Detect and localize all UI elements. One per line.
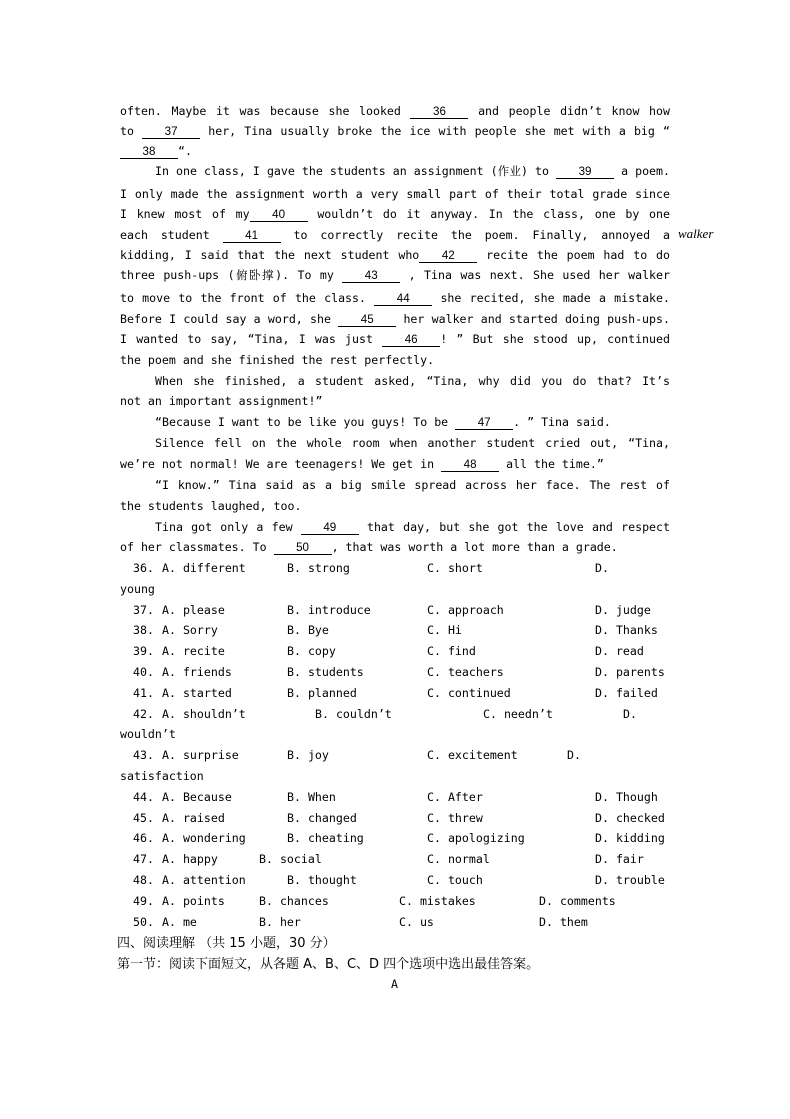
option-a: A. started <box>162 685 232 700</box>
overlay-word: walker <box>678 226 714 241</box>
passage-text: we’re not normal! We are teenagers! We get in <box>120 457 442 471</box>
option-num: 38. <box>133 623 154 638</box>
passage-text: a poem. <box>614 164 671 178</box>
option-num: 36. <box>133 561 154 575</box>
passage-text: In one class, I gave the students an assignment (作业) to <box>155 164 557 178</box>
passage-text: that day, but she got the love and respect <box>358 520 670 534</box>
option-b: B. thought <box>287 873 357 887</box>
passage-text: often. Maybe it was because she looked <box>120 104 411 118</box>
option-c: C. short <box>427 561 483 575</box>
option-c: C. approach <box>427 602 504 617</box>
passage-text: three push-ups (俯卧撑). To my <box>120 268 343 282</box>
option-d: D. <box>623 706 637 721</box>
passage-text: each student <box>120 228 223 242</box>
option-c: C. needn’t <box>483 706 553 721</box>
option-b: B. joy <box>287 748 329 763</box>
passage-text: “. <box>178 144 192 158</box>
passage-text: to correctly recite the poem. Finally, annoyed a <box>280 228 670 242</box>
option-b: B. strong <box>287 561 350 575</box>
passage-line <box>120 540 670 555</box>
option-d: D. <box>595 561 609 575</box>
option-a: A. raised <box>162 810 225 825</box>
option-a: A. shouldn’t <box>162 706 246 721</box>
passage-line <box>155 164 670 179</box>
option-d: D. <box>567 748 581 763</box>
option-d: D. comments <box>539 893 616 908</box>
option-a: A. friends <box>162 665 232 679</box>
passage-line <box>120 499 670 513</box>
option-c: C. After <box>427 789 483 804</box>
option-d: D. failed <box>595 685 658 700</box>
option-b: B. her <box>259 914 301 929</box>
option-b: B. changed <box>287 810 357 825</box>
option-d: D. fair <box>595 852 644 867</box>
passage-text: When she finished, a student asked, “Tina, why did you do that? It’s <box>155 374 670 388</box>
option-d: D. kidding <box>595 831 665 846</box>
answer-blank: 38 <box>120 145 178 159</box>
passage-line <box>120 187 670 201</box>
option-a: A. Sorry <box>162 623 218 638</box>
passage-line <box>120 207 670 222</box>
passage-line <box>120 353 670 367</box>
answer-blank: 48 <box>441 458 499 472</box>
passage-line <box>120 268 670 283</box>
passage-text: . ” Tina said. <box>513 415 611 429</box>
passage-text: her, Tina usually broke the ice with people she met with a big “ <box>200 124 670 138</box>
passage-text: wouldn’t do it anyway. In the class, one by one <box>307 207 670 221</box>
option-b: B. students <box>287 665 364 679</box>
answer-blank: 41 <box>223 229 281 243</box>
answer-blank: 49 <box>301 521 359 535</box>
option-a: A. different <box>162 561 246 575</box>
passage-text: to <box>120 124 143 138</box>
passage-text: kidding, I said that the next student who <box>120 248 420 262</box>
passage-text: I wanted to say, “Tina, I was just <box>120 332 383 346</box>
option-b: B. social <box>259 852 322 867</box>
option-c: C. teachers <box>427 665 504 679</box>
option-num: 42. <box>133 706 154 721</box>
answer-blank: 46 <box>382 333 440 347</box>
passage-text: “I know.” Tina said as a big smile spread across her face. The rest of <box>155 478 670 492</box>
option-a: A. attention <box>162 873 246 887</box>
passage-text: she recited, she made a mistake. <box>432 291 670 305</box>
passage-text: , that was worth a lot more than a grade. <box>331 540 618 554</box>
passage-line <box>120 394 670 408</box>
passage-text: I knew most of my <box>120 207 250 221</box>
option-c: C. apologizing <box>427 831 525 846</box>
section-heading: 四、阅读理解 （共 15 小题，30 分） <box>117 936 336 951</box>
passage-text: of her classmates. To <box>120 540 274 554</box>
passage-line <box>155 520 670 535</box>
option-b: B. Bye <box>287 623 329 638</box>
option-d: D. parents <box>595 665 665 679</box>
option-b: B. cheating <box>287 831 364 846</box>
passage-text: Before I could say a word, she <box>120 312 339 326</box>
passage-line <box>120 248 670 263</box>
answer-blank: 44 <box>374 292 432 306</box>
option-d: D. Thanks <box>595 623 658 638</box>
answer-blank: 43 <box>342 269 400 283</box>
option-b: B. introduce <box>287 602 371 617</box>
passage-text: all the time.” <box>499 457 604 471</box>
passage-text: the poem and she finished the rest perfectly. <box>120 353 435 367</box>
option-num: 45. <box>133 810 154 825</box>
option-num: 44. <box>133 789 154 804</box>
passage-line <box>155 478 670 492</box>
passage-text: her walker and started doing push-ups. <box>396 312 670 326</box>
passage-line <box>155 374 670 388</box>
option-c: C. excitement <box>427 748 518 763</box>
answer-blank: 47 <box>455 416 513 430</box>
option-c: C. continued <box>427 685 511 700</box>
option-d-wrap: young <box>120 581 155 596</box>
option-d: D. trouble <box>595 873 665 887</box>
passage-line <box>120 104 670 119</box>
passage-line <box>120 124 670 139</box>
option-a: A. points <box>162 893 225 908</box>
option-c: C. touch <box>427 873 483 887</box>
option-c: C. Hi <box>427 623 462 638</box>
option-d: D. read <box>595 644 644 659</box>
option-a: A. Because <box>162 789 232 804</box>
passage-text: to move to the front of the class. <box>120 291 375 305</box>
section-instruction: 第一节：阅读下面短文，从各题 A、B、C、D 四个选项中选出最佳答案。 <box>117 957 540 972</box>
passage-line <box>120 291 670 306</box>
option-num: 40. <box>133 665 154 679</box>
option-c: C. mistakes <box>399 893 476 908</box>
option-num: 50. <box>133 914 154 929</box>
passage-text: ! ” But she stood up, continued <box>440 332 670 346</box>
passage-text: I only made the assignment worth a very small part of their total grade since <box>120 187 670 201</box>
option-c: C. normal <box>427 852 490 867</box>
option-b: B. copy <box>287 644 336 659</box>
option-d: D. judge <box>595 602 651 617</box>
option-a: A. happy <box>162 852 218 867</box>
answer-blank: 42 <box>419 249 477 263</box>
passage-line <box>120 144 670 159</box>
option-num: 43. <box>133 748 154 763</box>
option-num: 47. <box>133 852 154 867</box>
option-c: C. us <box>399 914 434 929</box>
option-d: D. checked <box>595 810 665 825</box>
option-d-wrap: satisfaction <box>120 769 204 783</box>
option-c: C. threw <box>427 810 483 825</box>
passage-text: not an important assignment!” <box>120 394 323 408</box>
option-a: A. surprise <box>162 748 239 763</box>
answer-blank: 37 <box>142 125 200 139</box>
option-b: B. couldn’t <box>315 706 392 721</box>
option-d: D. them <box>539 914 588 929</box>
option-c: C. find <box>427 644 476 659</box>
passage-text: , Tina was next. She used her walker <box>400 268 670 282</box>
option-a: A. me <box>162 914 197 929</box>
option-d: D. Though <box>595 789 658 804</box>
passage-text: Tina got only a few <box>155 520 301 534</box>
passage-line <box>120 457 670 472</box>
option-a: A. wondering <box>162 831 246 846</box>
option-num: 48. <box>133 873 154 887</box>
passage-text: the students laughed, too. <box>120 499 302 513</box>
passage-line <box>120 228 670 243</box>
passage-label: A <box>391 977 398 991</box>
answer-blank: 45 <box>338 313 396 327</box>
passage-text: and people didn’t know how <box>468 104 670 118</box>
passage-line <box>155 436 670 450</box>
option-b: B. planned <box>287 685 357 700</box>
option-num: 39. <box>133 644 154 659</box>
option-b: B. When <box>287 789 336 804</box>
option-a: A. recite <box>162 644 225 659</box>
option-d-wrap: wouldn’t <box>120 727 176 742</box>
answer-blank: 50 <box>274 541 332 555</box>
passage-text: Silence fell on the whole room when another student cried out, “Tina, <box>155 436 670 450</box>
option-b: B. chances <box>259 893 329 908</box>
passage-text: recite the poem had to do <box>477 248 670 262</box>
passage-line <box>120 332 670 347</box>
passage-line <box>155 415 670 430</box>
passage-text: “Because I want to be like you guys! To be <box>155 415 456 429</box>
answer-blank: 40 <box>250 208 308 222</box>
option-num: 46. <box>133 831 154 846</box>
option-num: 41. <box>133 685 154 700</box>
answer-blank: 36 <box>410 105 468 119</box>
answer-blank: 39 <box>556 165 614 179</box>
option-num: 49. <box>133 893 154 908</box>
option-num: 37. <box>133 602 154 617</box>
option-a: A. please <box>162 602 225 617</box>
passage-line <box>120 312 670 327</box>
